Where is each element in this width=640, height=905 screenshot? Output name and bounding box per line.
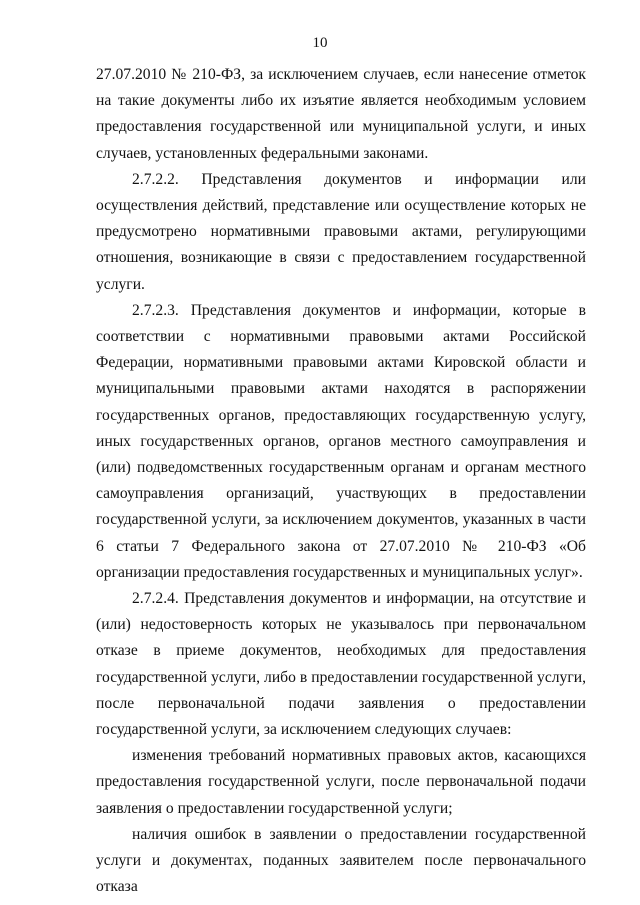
paragraph-exception-2: наличия ошибок в заявлении о предоставлении государственной услуги и документах, поданных заявителем после первоначального отказа	[96, 825, 586, 896]
paragraph-2-7-2-3: 2.7.2.3. Представления документов и информации, которые в соответствии с нормативными правовыми актами Российской Федерации, нормативными правовыми актами Кировской области и муниципальными правовыми актами находятся в распоряжении государственных органов, предоставляющих государственную услугу, иных государственных органов, органов местного самоуправления и (или) подведомственных государственным органам и органам местного самоуправления организаций, участвующих в предоставлении государственной услуги, за исключением документов, указанных в части 6 статьи 7 Федерального закона от 27.07.2010 № 210-ФЗ «Об организации предоставления государственных и муниципальных услуг».	[96, 301, 586, 581]
paragraph-2-7-2-2: 2.7.2.2. Представления документов и информации или осуществления действий, представление или осуществление которых не предусмотрено нормативными правовыми актами, регулирующими отношения, возникающие в связи с предоставлением государственной услуги.	[96, 170, 586, 293]
paragraph-continuation: 27.07.2010 № 210-ФЗ, за исключением случаев, если нанесение отметок на такие документы либо их изъятие является необходимым условием предоставления государственной или муниципальной услуги, и иных случаев, установленных федеральными законами.	[96, 66, 586, 162]
paragraph-exception-1: изменения требований нормативных правовых актов, касающихся предоставления государственной услуги, после первоначальной подачи заявления о предоставлении государственной услуги;	[96, 747, 586, 817]
document-body	[96, 62, 586, 901]
paragraph-2-7-2-4: 2.7.2.4. Представления документов и информации, на отсутствие и (или) недостоверность которых не указывалось при первоначальном отказе в приеме документов, необходимых для предоставления государственной услуги, либо в предоставлении государственной услуги, после первоначальной подачи заявления о предоставлении государственной услуги, за исключением следующих случаев:	[96, 590, 586, 739]
page-number: 10	[312, 35, 328, 51]
